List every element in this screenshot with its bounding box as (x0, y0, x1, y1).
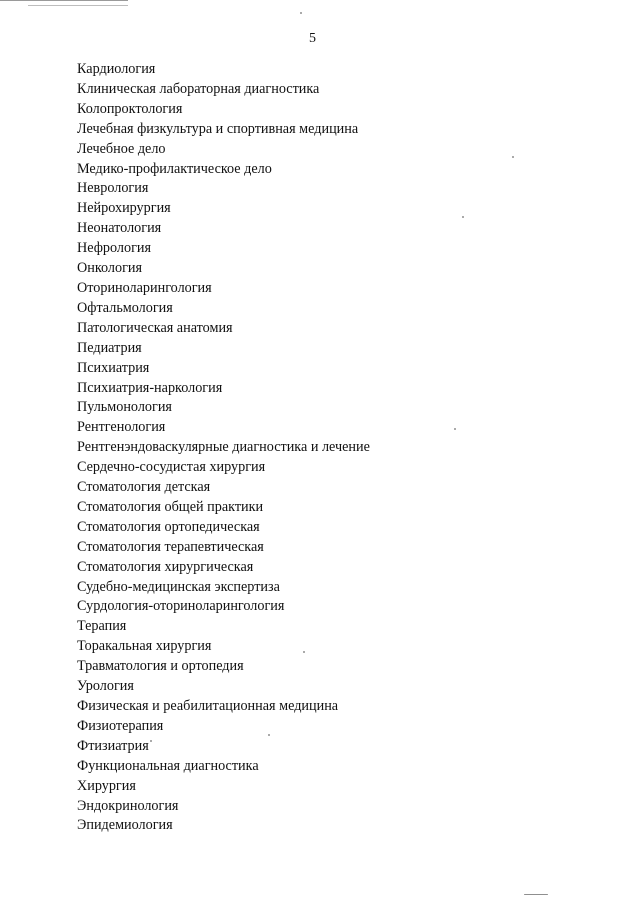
list-item: Рентгенэндоваскулярные диагностика и лечение (77, 439, 370, 456)
page-number: 5 (309, 31, 316, 46)
list-item: Урология (77, 678, 134, 695)
list-item: Хирургия (77, 777, 136, 794)
scan-speck (300, 12, 302, 14)
list-item: Офтальмология (77, 299, 173, 316)
list-item: Терапия (77, 618, 127, 635)
list-item: Эпидемиология (77, 817, 173, 834)
list-item: Колопроктология (77, 100, 183, 117)
list-item: Фтизиатрия (77, 737, 149, 754)
list-item: Лечебное дело (77, 140, 166, 157)
list-item: Психиатрия (77, 359, 150, 376)
scan-speck (524, 894, 548, 895)
list-item: Нейрохирургия (77, 200, 171, 217)
list-item: Неонатология (77, 220, 162, 237)
list-item: Сурдология-оториноларингология (77, 598, 285, 615)
scan-speck (454, 428, 456, 430)
list-item: Онкология (77, 260, 143, 277)
scan-speck (512, 156, 514, 158)
list-item: Стоматология терапевтическая (77, 538, 264, 555)
list-item: Травматология и ортопедия (77, 658, 244, 675)
list-item: Физиотерапия (77, 717, 164, 734)
list-item: Пульмонология (77, 399, 172, 416)
list-item: Стоматология общей практики (77, 498, 264, 515)
list-item: Стоматология хирургическая (77, 558, 254, 575)
list-item: Неврология (77, 180, 149, 197)
list-item: Педиатрия (77, 339, 142, 356)
scan-artifact-line (28, 5, 128, 6)
list-item: Оториноларингология (77, 279, 212, 296)
list-item: Торакальная хирургия (77, 638, 212, 655)
list-item: Физическая и реабилитационная медицина (77, 698, 339, 714)
list-item: Сердечно-сосудистая хирургия (77, 459, 266, 476)
list-item: Психиатрия-наркология (77, 379, 223, 396)
list-item: Стоматология ортопедическая (77, 518, 260, 535)
specialty-list (77, 60, 370, 836)
list-item: Рентгенология (77, 419, 166, 436)
list-item: Кардиология (77, 61, 156, 77)
list-item: Функциональная диагностика (77, 757, 259, 774)
list-item: Стоматология детская (77, 479, 211, 496)
list-item: Патологическая анатомия (77, 319, 233, 336)
scan-speck (462, 216, 464, 218)
list-item: Медико-профилактическое дело (77, 160, 272, 177)
list-item: Нефрология (77, 240, 152, 257)
list-item: Судебно-медицинская экспертиза (77, 578, 280, 595)
list-item: Лечебная физкультура и спортивная медицина (77, 120, 359, 137)
scan-artifact-line (0, 0, 128, 1)
list-item: Клиническая лабораторная диагностика (77, 80, 320, 97)
list-item: Эндокринология (77, 797, 179, 814)
